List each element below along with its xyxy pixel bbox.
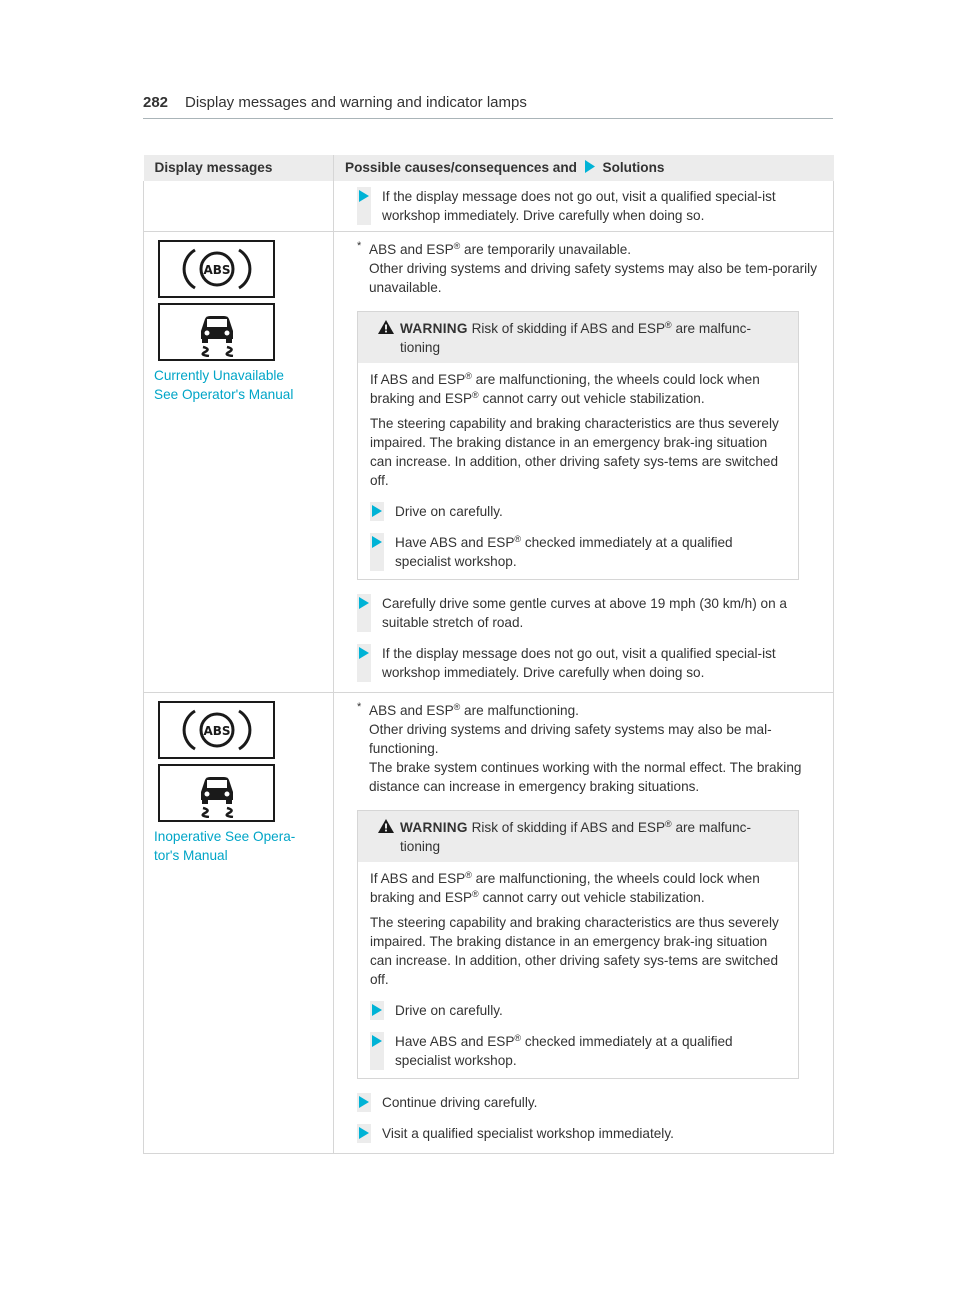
warning-step xyxy=(370,1001,788,1020)
cause-text: ABS and ESP xyxy=(369,242,454,257)
step-text: Drive on carefully. xyxy=(395,504,503,519)
step-arrow-icon xyxy=(357,187,371,225)
abs-icon-text: ABS xyxy=(202,724,231,738)
step-text: If the display message does not go out, visit a qualified special-ist workshop immediately. Drive carefully when doing so. xyxy=(382,646,776,680)
step-text: Drive on carefully. xyxy=(395,1003,503,1018)
step-text: Have ABS and ESP xyxy=(395,535,515,550)
warning-title: are malfunc-tioning xyxy=(400,321,751,355)
cause-paragraph xyxy=(357,701,823,720)
warning-paragraph xyxy=(370,869,788,907)
warning-step xyxy=(370,502,788,521)
column-header-display-messages: Display messages xyxy=(144,155,334,181)
abs-icon-text: ABS xyxy=(202,263,231,277)
page-header xyxy=(143,94,833,119)
step-arrow-icon xyxy=(370,1032,384,1070)
warning-title: Risk of skidding if ABS and ESP xyxy=(467,820,666,835)
esp-lamp-frame xyxy=(158,303,275,361)
abs-warning-icon xyxy=(177,707,257,753)
registered-mark: ® xyxy=(453,241,461,251)
causes-cell xyxy=(334,232,834,693)
table-header-row xyxy=(144,155,834,181)
column-header-causes xyxy=(334,155,834,181)
solutions-cell xyxy=(334,181,834,232)
page-number: 282 xyxy=(143,94,169,111)
warning-text: If ABS and ESP xyxy=(370,372,466,387)
warning-title: Risk of skidding if ABS and ESP xyxy=(467,321,666,336)
registered-mark: ® xyxy=(665,819,672,829)
step-arrow-icon xyxy=(370,502,384,521)
cause-text: ABS and ESP xyxy=(369,703,454,718)
step-text: Carefully drive some gentle curves at above 19 mph (30 km/h) on a suitable stretch of road. xyxy=(382,596,787,630)
column-header-solutions-label: Solutions xyxy=(602,160,665,175)
cause-text: are malfunctioning. xyxy=(460,703,579,718)
warning-title: are malfunc-tioning xyxy=(400,820,751,854)
warning-box xyxy=(357,810,799,1079)
display-message-text xyxy=(154,827,323,865)
messages-table xyxy=(143,155,834,1154)
esp-skid-icon xyxy=(187,768,247,818)
step-arrow-icon xyxy=(370,1001,384,1020)
abs-lamp-frame xyxy=(158,240,275,298)
warning-header xyxy=(358,312,798,363)
step-text: checked immediately at a qualified specialist workshop. xyxy=(395,535,733,569)
display-message-cell xyxy=(144,693,334,1154)
warning-text: are malfunctioning, the wheels could lock when braking and ESP xyxy=(370,871,760,905)
warning-paragraph: The steering capability and braking characteristics are thus severely impaired. The braking distance in an emergency brak-ing situation can increase. In addition, other driving safety sys-tems are switched off. xyxy=(370,915,779,987)
consequence-paragraph: The brake system continues working with the normal effect. The braking distance can increase in emergency braking situations. xyxy=(369,760,802,794)
warning-step xyxy=(370,533,788,571)
warning-text: If ABS and ESP xyxy=(370,871,466,886)
esp-lamp-frame xyxy=(158,764,275,822)
warning-label: WARNING xyxy=(400,820,468,835)
registered-mark: ® xyxy=(514,534,522,544)
registered-mark: ® xyxy=(472,390,479,400)
table-row xyxy=(144,232,834,693)
display-message-cell xyxy=(144,232,334,693)
message-line: tor's Manual xyxy=(154,848,228,863)
solution-step xyxy=(357,1124,823,1143)
consequence-paragraph: Other driving systems and driving safety systems may also be tem-porarily unavailable. xyxy=(369,261,817,295)
warning-triangle-icon xyxy=(378,320,394,334)
solution-step xyxy=(357,594,823,632)
message-line: Currently Unavailable xyxy=(154,368,284,383)
solutions-arrow-icon xyxy=(584,160,596,173)
step-arrow-icon xyxy=(357,1093,371,1112)
step-arrow-icon xyxy=(357,594,371,632)
cause-paragraph xyxy=(357,240,823,259)
registered-mark: ® xyxy=(465,870,472,880)
warning-triangle-icon xyxy=(378,819,394,833)
registered-mark: ® xyxy=(453,702,461,712)
registered-mark: ® xyxy=(472,889,479,899)
footnote-star: * xyxy=(357,240,362,252)
step-text: Visit a qualified specialist workshop immediately. xyxy=(382,1126,674,1141)
warning-body xyxy=(358,862,798,1078)
message-line: See Operator's Manual xyxy=(154,387,294,402)
registered-mark: ® xyxy=(665,320,672,330)
consequence-paragraph: Other driving systems and driving safety systems may also be mal-functioning. xyxy=(369,722,772,756)
warning-text: are malfunctioning, the wheels could lock when braking and ESP xyxy=(370,372,760,406)
table-row xyxy=(144,181,834,232)
empty-cell xyxy=(144,181,334,232)
warning-step xyxy=(370,1032,788,1070)
solution-step xyxy=(357,644,823,682)
step-text: Continue driving carefully. xyxy=(382,1095,538,1110)
step-arrow-icon xyxy=(357,1124,371,1143)
display-message-text xyxy=(154,366,323,404)
warning-body xyxy=(358,363,798,579)
warning-header xyxy=(358,811,798,862)
step-arrow-icon xyxy=(370,533,384,571)
solution-step xyxy=(357,187,823,225)
abs-lamp-frame xyxy=(158,701,275,759)
warning-text: cannot carry out vehicle stabilization. xyxy=(478,890,705,905)
page-title: Display messages and warning and indicator lamps xyxy=(185,94,527,111)
message-line: Inoperative See Opera- xyxy=(154,829,296,844)
step-arrow-icon xyxy=(357,644,371,682)
step-text: checked immediately at a qualified specialist workshop. xyxy=(395,1034,733,1068)
abs-warning-icon xyxy=(177,246,257,292)
solution-step xyxy=(357,1093,823,1112)
footnote-star: * xyxy=(357,701,362,713)
cause-text: are temporarily unavailable. xyxy=(460,242,632,257)
step-text: If the display message does not go out, visit a qualified special-ist workshop immediately. Drive carefully when doing so. xyxy=(382,189,776,223)
warning-label: WARNING xyxy=(400,321,468,336)
causes-cell xyxy=(334,693,834,1154)
step-text: Have ABS and ESP xyxy=(395,1034,515,1049)
registered-mark: ® xyxy=(514,1033,522,1043)
warning-paragraph: The steering capability and braking characteristics are thus severely impaired. The braking distance in an emergency brak-ing situation can increase. In addition, other driving safety sys-tems are switched off. xyxy=(370,416,779,488)
table-row xyxy=(144,693,834,1154)
esp-skid-icon xyxy=(187,307,247,357)
warning-box xyxy=(357,311,799,580)
warning-paragraph xyxy=(370,370,788,408)
registered-mark: ® xyxy=(465,371,472,381)
warning-text: cannot carry out vehicle stabilization. xyxy=(478,391,705,406)
column-header-causes-label: Possible causes/consequences and xyxy=(345,160,577,175)
